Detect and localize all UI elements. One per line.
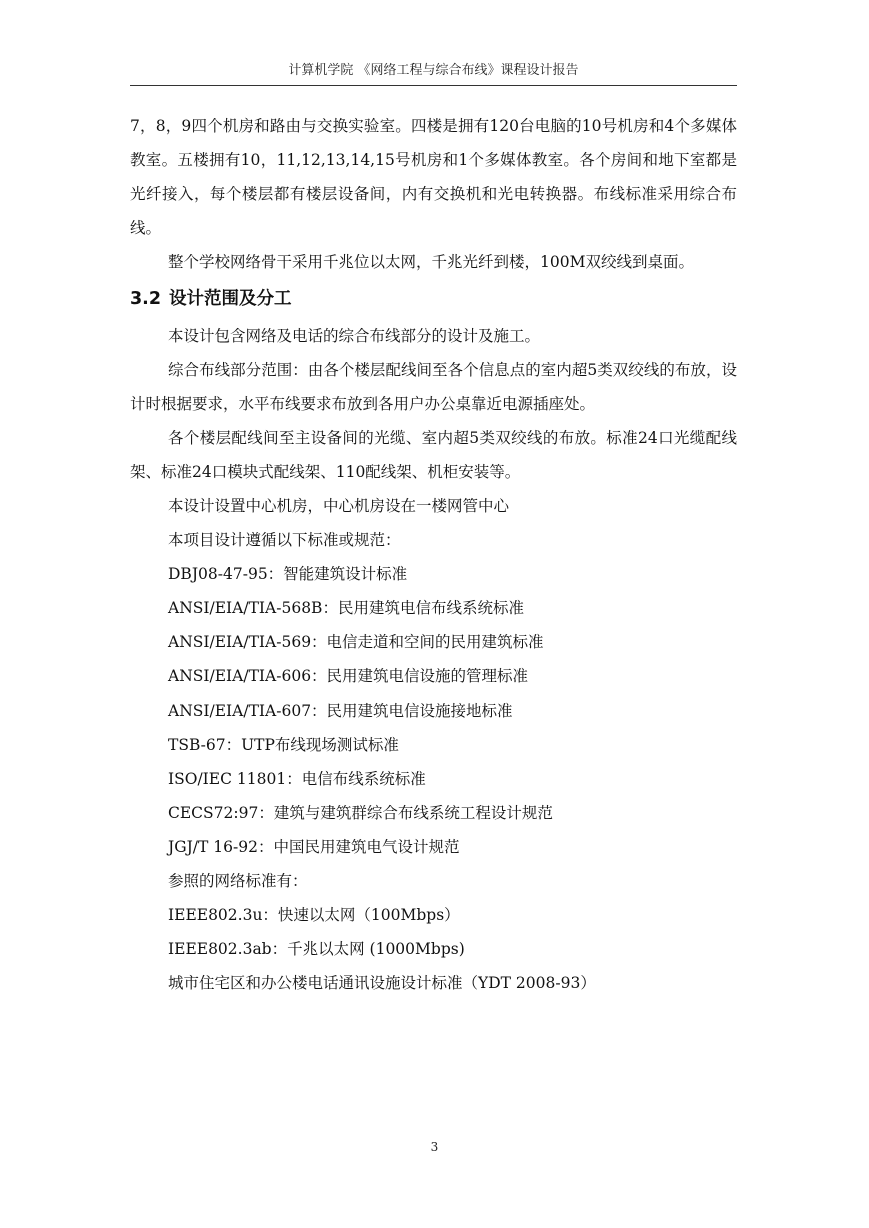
section-title: 设计范围及分工 <box>169 289 292 309</box>
list-item: CECS72:97：建筑与建筑群综合布线系统工程设计规范 <box>168 803 553 822</box>
section-heading <box>130 279 737 319</box>
backbone-paragraph: 整个学校网络骨干采用千兆位以太网，千兆光纤到楼，100M双绞线到桌面。 <box>168 253 694 271</box>
list-item: TSB-67：UTP布线现场测试标准 <box>168 735 399 754</box>
page-header: 计算机学院 《网络工程与综合布线》课程设计报告 <box>288 63 579 78</box>
intro-paragraph: 7，8，9四个机房和路由与交换实验室。四楼是拥有120台电脑的10号机房和4个多媒体教室。五楼拥有10，11,12,13,14,15号机房和1个多媒体教室。各个房间和地下室都是光纤接入，每个楼层都有楼层设备间，内有交换机和光电转换器。布线标准采用综合布线。 <box>130 117 737 237</box>
header-divider <box>130 85 737 86</box>
list-item: ANSI/EIA/TIA-606：民用建筑电信设施的管理标准 <box>168 667 529 686</box>
list-item: IEEE802.3ab：千兆以太网 (1000Mbps) <box>168 940 465 959</box>
section-number: 3.2 <box>130 289 162 309</box>
list-item: IEEE802.3u：快速以太网（100Mbps） <box>168 906 460 925</box>
list-item: ANSI/EIA/TIA-607：民用建筑电信设施接地标准 <box>168 701 513 720</box>
standards-list <box>130 489 737 1000</box>
scope-paragraph: 本设计包含网络及电话的综合布线部分的设计及施工。 <box>168 327 541 345</box>
document-body <box>130 109 737 1000</box>
cabling-scope-paragraph: 综合布线部分范围：由各个楼层配线间至各个信息点的室内超5类双绞线的布放，设计时根据要求，水平布线要求布放到各用户办公桌靠近电源插座处。 <box>130 361 737 413</box>
list-item: 城市住宅区和办公楼电话通讯设施设计标准（YDT 2008-93） <box>168 974 596 993</box>
list-item: 本设计设置中心机房，中心机房设在一楼网管中心 <box>168 497 510 515</box>
list-item: DBJ08-47-95：智能建筑设计标准 <box>168 565 408 584</box>
backbone-cabling-paragraph: 各个楼层配线间至主设备间的光缆、室内超5类双绞线的布放。标准24口光缆配线架、标准24口模块式配线架、110配线架、机柜安装等。 <box>130 429 737 481</box>
list-item: 参照的网络标准有： <box>168 872 308 891</box>
list-item: ANSI/EIA/TIA-568B：民用建筑电信布线系统标准 <box>168 599 524 618</box>
list-item: 本项目设计遵循以下标准或规范： <box>168 531 401 550</box>
list-item: ANSI/EIA/TIA-569：电信走道和空间的民用建筑标准 <box>168 633 544 652</box>
list-item: JGJ/T 16-92：中国民用建筑电气设计规范 <box>168 837 460 856</box>
page-number: 3 <box>430 1140 439 1154</box>
list-item: ISO/IEC 11801：电信布线系统标准 <box>168 769 426 788</box>
